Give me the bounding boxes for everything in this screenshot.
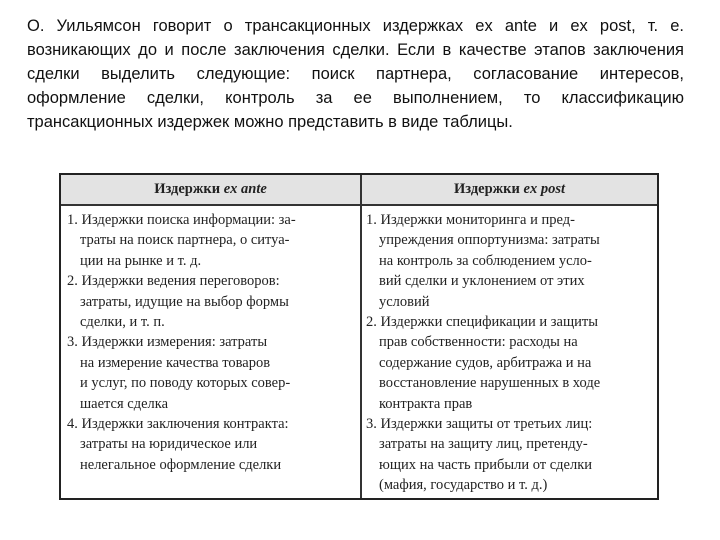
ex-post-line: 1. Издержки мониторинга и пред-: [366, 212, 575, 228]
ex-ante-line: и услуг, по поводу которых совер-: [80, 375, 291, 392]
ex-post-line: 2. Издержки спецификации и защиты: [366, 314, 598, 331]
header-ex-post: [362, 181, 657, 198]
ex-ante-column: [67, 210, 357, 475]
ex-post-line: вий сделки и уклонением от этих: [379, 273, 585, 290]
ex-ante-line: 4. Издержки заключения контракта:: [67, 416, 289, 433]
ex-ante-line: 1. Издержки поиска информации: за-: [67, 212, 296, 228]
transaction-costs-table: [59, 173, 659, 500]
header-ex-post-term: ex post: [523, 181, 565, 197]
header-ex-ante: [61, 181, 360, 198]
ex-ante-line: шается сделка: [80, 395, 169, 412]
ex-post-line: упреждения оппортунизма: затраты: [379, 232, 600, 249]
ex-post-line: восстановление нарушенных в ходе: [379, 375, 601, 392]
ex-post-column: [366, 210, 656, 496]
ex-post-line: (мафия, государство и т. д.): [379, 477, 548, 494]
ex-ante-line: на измерение качества товаров: [80, 354, 271, 371]
ex-ante-line: сделки, и т. п.: [80, 314, 165, 331]
ex-ante-line: ции на рынке и т. д.: [80, 252, 202, 269]
ex-post-line: 3. Издержки защиты от третьих лиц:: [366, 416, 593, 433]
column-divider: [360, 175, 362, 498]
ex-post-line: условий: [379, 293, 430, 310]
ex-ante-line: нелегальное оформление сделки: [80, 456, 282, 473]
ex-post-line: ющих на часть прибыли от сделки: [379, 456, 593, 473]
ex-ante-line: траты на поиск партнера, о ситуа-: [80, 232, 290, 249]
ex-ante-line: 3. Издержки измерения: затраты: [67, 334, 268, 351]
ex-post-line: затраты на защиту лиц, претенду-: [379, 436, 588, 453]
ex-ante-line: затраты на юридическое или: [80, 436, 258, 453]
header-ex-ante-term: ex ante: [223, 181, 267, 197]
ex-ante-line: затраты, идущие на выбор формы: [80, 293, 289, 310]
header-ex-post-prefix: Издержки: [453, 181, 520, 197]
ex-post-line: контракта прав: [379, 395, 473, 412]
intro-paragraph: О. Уильямсон говорит о трансакционных издержках ex ante и ex post, т. е. возникающих до и после заключения сделки. Если в качестве этапов заключения сделки выделить следующие: поиск партнера, согласование интересов, оформление сделки, контроль за ее выполнением, то классификацию трансакционных издержек можно представить в виде таблицы.: [27, 17, 684, 131]
ex-post-line: содержание судов, арбитража и на: [379, 354, 592, 371]
ex-ante-line: 2. Издержки ведения переговоров:: [67, 273, 280, 290]
ex-post-line: на контроль за соблюдением усло-: [379, 252, 592, 269]
ex-post-line: прав собственности: расходы на: [379, 334, 578, 351]
header-ex-ante-prefix: Издержки: [154, 181, 221, 197]
